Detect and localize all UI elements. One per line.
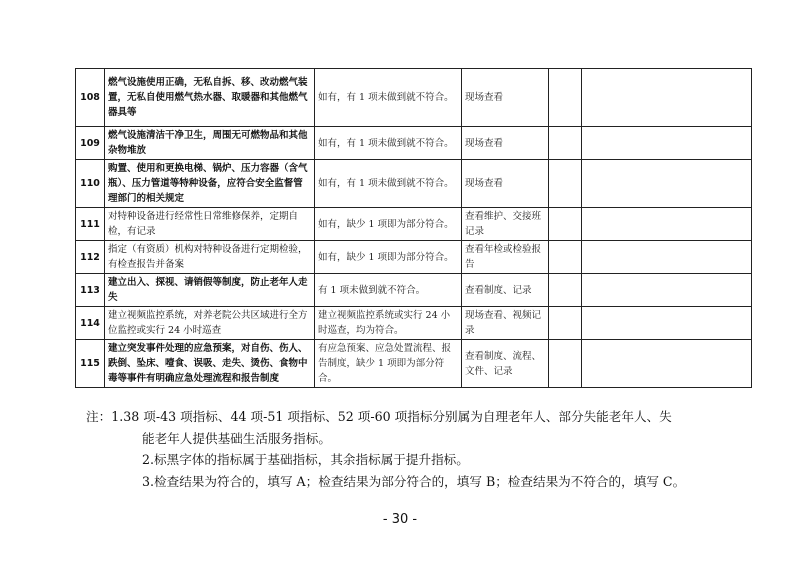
row-number: 110	[76, 160, 105, 208]
standard-text: 有 1 项未做到就不符合。	[315, 274, 462, 307]
method-text: 查看制度、流程、文件、记录	[462, 340, 549, 388]
notes-block	[86, 406, 768, 492]
standard-text: 如有，有 1 项未做到就不符合。	[315, 160, 462, 208]
table-row	[76, 160, 752, 208]
result-cell	[549, 69, 582, 127]
row-number: 108	[76, 69, 105, 127]
row-number: 114	[76, 307, 105, 340]
method-text: 查看维护、交接班记录	[462, 208, 549, 241]
remark-cell	[582, 208, 752, 241]
table-row	[76, 127, 752, 160]
result-cell	[549, 340, 582, 388]
method-text: 查看年检或检验报告	[462, 241, 549, 274]
note-line-3: 3.检查结果为符合的，填写 A；检查结果为部分符合的，填写 B；检查结果为不符合的，填写 C。	[142, 473, 686, 489]
method-text: 现场查看、视频记录	[462, 307, 549, 340]
remark-cell	[582, 69, 752, 127]
standard-text: 如有，有 1 项未做到就不符合。	[315, 127, 462, 160]
remark-cell	[582, 340, 752, 388]
row-number: 115	[76, 340, 105, 388]
indicator-text: 燃气设施清洁干净卫生，周围无可燃物品和其他杂物堆放	[105, 127, 315, 160]
indicator-text: 购置、使用和更换电梯、锅炉、压力容器（含气瓶）、压力管道等特种设备，应符合安全监督管理部门的相关规定	[105, 160, 315, 208]
row-number: 109	[76, 127, 105, 160]
result-cell	[549, 307, 582, 340]
standard-text: 有应急预案、应急处置流程、报告制度，缺少 1 项即为部分符合。	[315, 340, 462, 388]
indicator-text: 建立突发事件处理的应急预案，对自伤、伤人、跌倒、坠床、噎食、误吸、走失、烫伤、食物中毒等事件有明确应急处理流程和报告制度	[105, 340, 315, 388]
indicator-text: 指定（有资质）机构对特种设备进行定期检验，有检查报告并备案	[105, 241, 315, 274]
note-line-2: 2.标黑字体的指标属于基础指标，其余指标属于提升指标。	[142, 452, 469, 467]
table-row	[76, 241, 752, 274]
table-row	[76, 307, 752, 340]
table-row	[76, 69, 752, 127]
remark-cell	[582, 241, 752, 274]
remark-cell	[582, 127, 752, 160]
standard-text: 如有，缺少 1 项即为部分符合。	[315, 208, 462, 241]
indicator-text: 对特种设备进行经常性日常维修保养，定期自检，有记录	[105, 208, 315, 241]
result-cell	[549, 160, 582, 208]
row-number: 113	[76, 274, 105, 307]
remark-cell	[582, 160, 752, 208]
result-cell	[549, 241, 582, 274]
row-number: 111	[76, 208, 105, 241]
remark-cell	[582, 274, 752, 307]
standard-text: 建立视频监控系统或实行 24 小时巡查，均为符合。	[315, 307, 462, 340]
table-row	[76, 340, 752, 388]
table-row	[76, 208, 752, 241]
row-number: 112	[76, 241, 105, 274]
remark-cell	[582, 307, 752, 340]
indicator-text: 建立出入、探视、请销假等制度，防止老年人走失	[105, 274, 315, 307]
note-line-1: 注：1.38 项-43 项指标、44 项-51 项指标、52 项-60 项指标分别属为自理老年人、部分失能老年人、失	[86, 409, 672, 424]
note-line-1-cont: 能老年人提供基础生活服务指标。	[142, 430, 331, 446]
indicator-text: 建立视频监控系统，对养老院公共区域进行全方位监控或实行 24 小时巡查	[105, 307, 315, 340]
standard-text: 如有，有 1 项未做到就不符合。	[315, 69, 462, 127]
standard-text: 如有，缺少 1 项即为部分符合。	[315, 241, 462, 274]
method-text: 现场查看	[462, 160, 549, 208]
result-cell	[549, 208, 582, 241]
method-text: 现场查看	[462, 69, 549, 127]
method-text: 查看制度、记录	[462, 274, 549, 307]
table-row	[76, 274, 752, 307]
result-cell	[549, 274, 582, 307]
indicator-text: 燃气设施使用正确，无私自拆、移、改动燃气装置，无私自使用燃气热水器、取暖器和其他燃气器具等	[105, 69, 315, 127]
indicator-table	[75, 68, 752, 388]
method-text: 现场查看	[462, 127, 549, 160]
page-number: - 30 -	[382, 512, 418, 527]
result-cell	[549, 127, 582, 160]
